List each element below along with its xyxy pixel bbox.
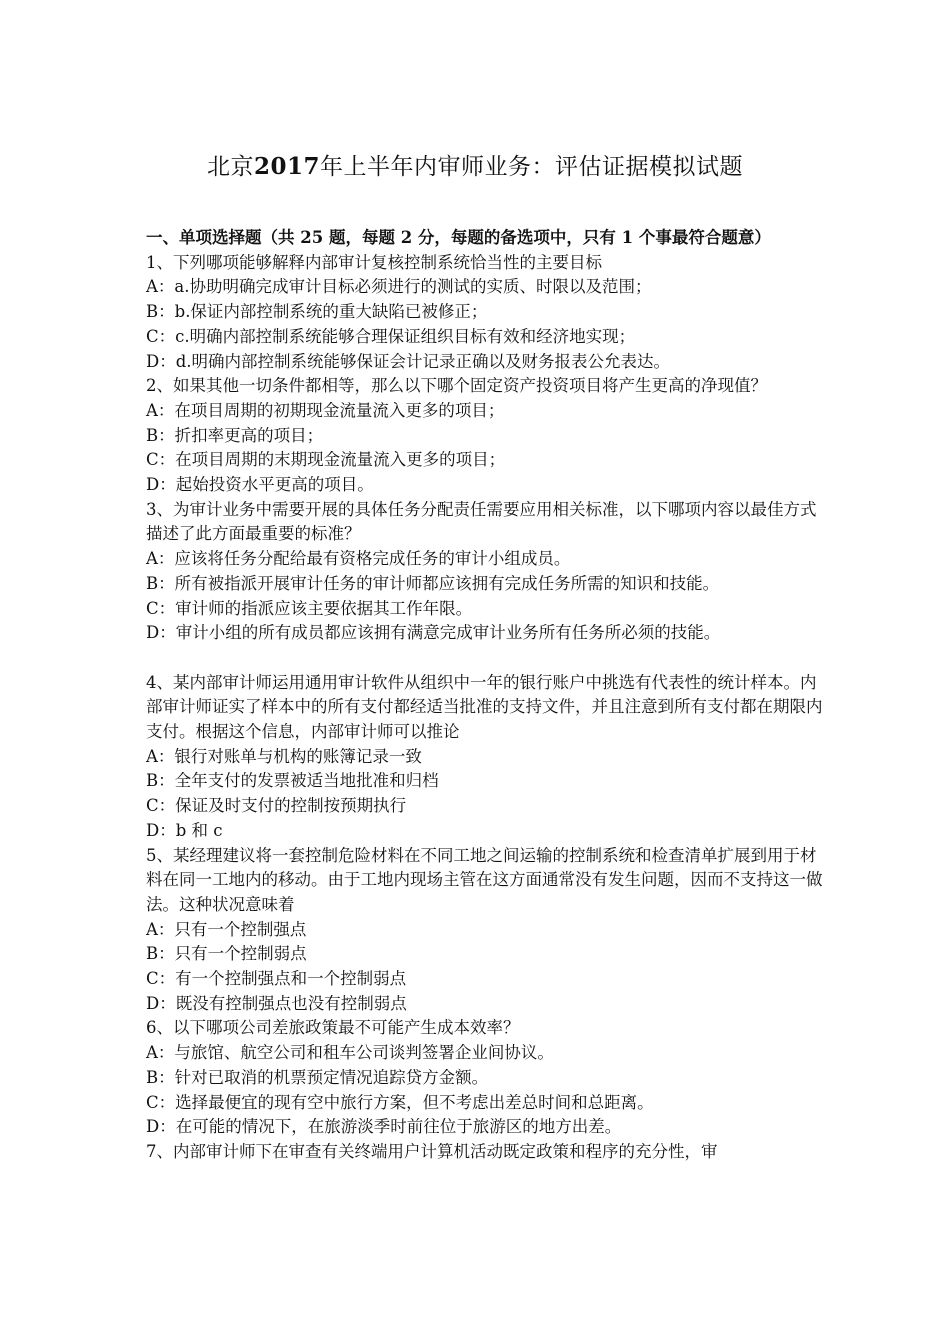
question-block-3 [146,498,826,646]
option-a: A：在项目周期的初期现金流量流入更多的项目； [146,400,505,420]
blank-line [146,646,826,671]
title-prefix: 北京 [206,154,254,180]
question-block-5 [146,844,826,1017]
option-a: A：与旅馆、航空公司和租车公司谈判签署企业间协议。 [146,1043,554,1063]
question-block-2 [146,374,826,498]
option-b: B：折扣率更高的项目； [146,425,324,445]
option-a: A：应该将任务分配给最有资格完成任务的审计小组成员。 [146,549,571,569]
question-block-4 [146,671,826,844]
option-c: C：审计师的指派应该主要依据其工作年限。 [146,598,473,618]
page-title [0,152,950,182]
question-text: 5、某经理建议将一套控制危险材料在不同工地之间运输的控制系统和检查清单扩展到用于材料在同一工地内的移动。由于工地内现场主管在这方面通常没有发生问题，因而不支持这一做法。这种状况意味着 [146,845,823,914]
question-block-7 [146,1140,826,1165]
option-d: D：审计小组的所有成员都应该拥有满意完成审计业务所有任务所必须的技能。 [146,623,721,643]
option-c: C：选择最便宜的现有空中旅行方案，但不考虑出差总时间和总距离。 [146,1092,654,1112]
question-text: 1、下列哪项能够解释内部审计复核控制系统恰当性的主要目标 [146,252,602,272]
question-block-1 [146,251,826,375]
option-d: D：既没有控制强点也没有控制弱点 [146,993,407,1013]
option-b: B：所有被指派开展审计任务的审计师都应该拥有完成任务所需的知识和技能。 [146,573,720,593]
option-b: B：全年支付的发票被适当地批准和归档 [146,771,439,791]
option-a: A：a.协助明确完成审计目标必须进行的测试的实质、时限以及范围； [146,277,652,297]
option-c: C：c.明确内部控制系统能够合理保证组织目标有效和经济地实现； [146,326,636,346]
option-a: A：银行对账单与机构的账簿记录一致 [146,746,422,766]
document-body [146,226,826,1165]
option-d: D：d.明确内部控制系统能够保证会计记录正确以及财务报表公允表达。 [146,351,671,371]
question-text: 4、某内部审计师运用通用审计软件从组织中一年的银行账户中挑选有代表性的统计样本。内部审计师证实了样本中的所有支付都经适当批准的支持文件，并且注意到所有支付都在期限内支付。根据这个信息，内部审计师可以推论 [146,672,823,742]
option-a: A：只有一个控制强点 [146,919,307,939]
question-text: 2、如果其他一切条件都相等，那么以下哪个固定资产投资项目将产生更高的净现值？ [146,376,767,396]
option-c: C：保证及时支付的控制按预期执行 [146,796,407,816]
question-text: 6、以下哪项公司差旅政策最不可能产生成本效率？ [146,1018,520,1038]
title-suffix: 年上半年内审师业务：评估证据模拟试题 [320,154,743,180]
option-c: C：在项目周期的末期现金流量流入更多的项目； [146,450,506,470]
option-c: C：有一个控制强点和一个控制弱点 [146,969,407,989]
section-heading: 一、单项选择题（共 25 题，每题 2 分，每题的备选项中，只有 1 个事最符合题意） [146,228,771,247]
option-b: B：b.保证内部控制系统的重大缺陷已被修正； [146,302,488,322]
option-d: D：b 和 c [146,820,223,840]
question-block-6 [146,1016,826,1140]
option-d: D：在可能的情况下，在旅游淡季时前往位于旅游区的地方出差。 [146,1117,622,1137]
title-year: 2017 [253,153,320,180]
question-text: 3、为审计业务中需要开展的具体任务分配责任需要应用相关标准，以下哪项内容以最佳方式描述了此方面最重要的标准？ [146,499,817,544]
option-b: B：只有一个控制弱点 [146,944,307,964]
option-d: D：起始投资水平更高的项目。 [146,475,374,495]
question-text: 7、内部审计师下在审查有关终端用户计算机活动既定政策和程序的充分性，审 [146,1142,718,1161]
option-b: B：针对已取消的机票预定情况追踪贷方金额。 [146,1067,489,1087]
